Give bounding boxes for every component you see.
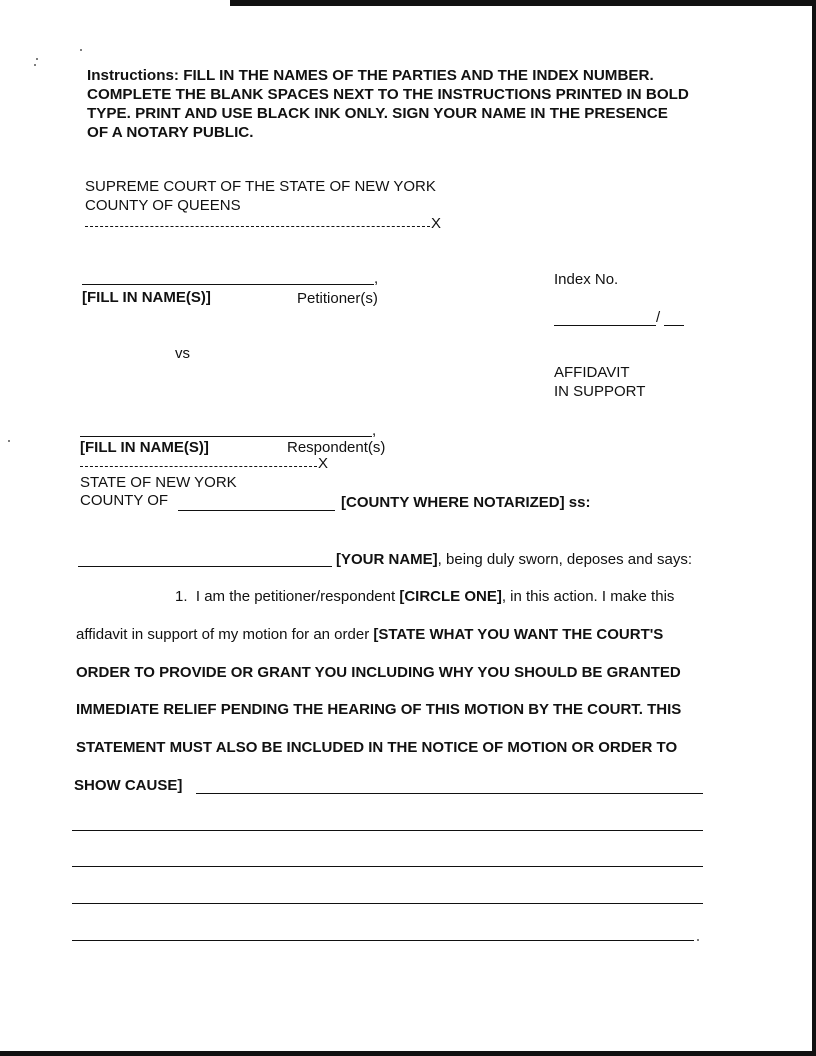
your-name-field[interactable] <box>78 566 332 567</box>
paragraph-1-line-6: SHOW CAUSE] <box>74 777 183 794</box>
petitioner-comma: , <box>374 270 379 287</box>
circle-one-instruction: [CIRCLE ONE] <box>399 588 502 605</box>
order-request-field[interactable] <box>196 793 703 794</box>
fill-name-respondent: [FILL IN NAME(S)] <box>80 439 209 456</box>
petitioner-label: Petitioner(s) <box>297 290 378 307</box>
index-year-field[interactable] <box>664 325 684 326</box>
order-request-field[interactable] <box>72 830 703 831</box>
paragraph-1-line-1 <box>175 588 674 605</box>
document-subtitle: IN SUPPORT <box>554 383 646 400</box>
index-no-label: Index No. <box>554 271 619 288</box>
your-name-instruction: [YOUR NAME] <box>336 551 438 568</box>
oath-text: , being duly sworn, deposes and says: <box>437 551 692 568</box>
petitioner-name-field[interactable] <box>82 284 374 285</box>
caption-top-rule <box>85 226 430 227</box>
county-notarized-field[interactable] <box>178 510 335 511</box>
court-name: SUPREME COURT OF THE STATE OF NEW YORK <box>85 178 436 195</box>
scan-speck <box>697 939 699 941</box>
order-instruction: [STATE WHAT YOU WANT THE COURT'S <box>373 626 664 643</box>
oath-statement <box>336 551 692 568</box>
caption-bottom-rule <box>80 466 317 467</box>
instructions-line: TYPE. PRINT AND USE BLACK INK ONLY. SIGN YOUR NAME IN THE PRESENCE <box>87 105 668 122</box>
caption-top-x: X <box>431 215 442 232</box>
instructions-block <box>87 66 707 142</box>
venue-state: STATE OF NEW YORK <box>80 474 237 491</box>
scan-speck <box>36 58 38 60</box>
paragraph-1-line-2 <box>76 626 663 643</box>
paragraph-text: affidavit in support of my motion for an order <box>76 626 374 643</box>
paragraph-1-line-5: STATEMENT MUST ALSO BE INCLUDED IN THE NOTICE OF MOTION OR ORDER TO <box>76 739 678 756</box>
scan-border-right <box>812 0 816 1056</box>
scan-border-top <box>230 0 816 6</box>
order-request-field[interactable] <box>72 940 694 941</box>
county-notarized-note: [COUNTY WHERE NOTARIZED] ss: <box>341 494 591 511</box>
index-number-field[interactable] <box>554 325 656 326</box>
court-county: COUNTY OF QUEENS <box>85 197 241 214</box>
paragraph-text: , in this action. I make this <box>501 588 675 605</box>
respondent-name-field[interactable] <box>80 436 372 437</box>
paragraph-1-line-3: ORDER TO PROVIDE OR GRANT YOU INCLUDING WHY YOU SHOULD BE GRANTED <box>76 664 681 681</box>
fill-name-petitioner: [FILL IN NAME(S)] <box>82 289 211 306</box>
order-request-field[interactable] <box>72 866 703 867</box>
respondent-comma: , <box>372 422 377 439</box>
versus-label: vs <box>175 345 190 362</box>
order-request-field[interactable] <box>72 903 703 904</box>
instructions-line: OF A NOTARY PUBLIC. <box>87 124 254 141</box>
document-title: AFFIDAVIT <box>554 364 630 381</box>
instructions-line: Instructions: FILL IN THE NAMES OF THE PARTIES AND THE INDEX NUMBER. <box>87 67 654 84</box>
respondent-label: Respondent(s) <box>287 439 386 456</box>
scan-border-bottom <box>0 1051 816 1056</box>
scan-speck <box>8 440 10 442</box>
caption-bottom-x: X <box>318 455 329 472</box>
index-slash: / <box>656 309 661 326</box>
venue-county-label: COUNTY OF <box>80 492 169 509</box>
scan-speck <box>34 64 36 66</box>
paragraph-number: 1. <box>175 588 188 605</box>
paragraph-text: I am the petitioner/respondent <box>195 588 400 605</box>
instructions-line: COMPLETE THE BLANK SPACES NEXT TO THE INSTRUCTIONS PRINTED IN BOLD <box>87 86 689 103</box>
scan-speck <box>80 49 82 51</box>
paragraph-1-line-4: IMMEDIATE RELIEF PENDING THE HEARING OF THIS MOTION BY THE COURT. THIS <box>76 701 682 718</box>
